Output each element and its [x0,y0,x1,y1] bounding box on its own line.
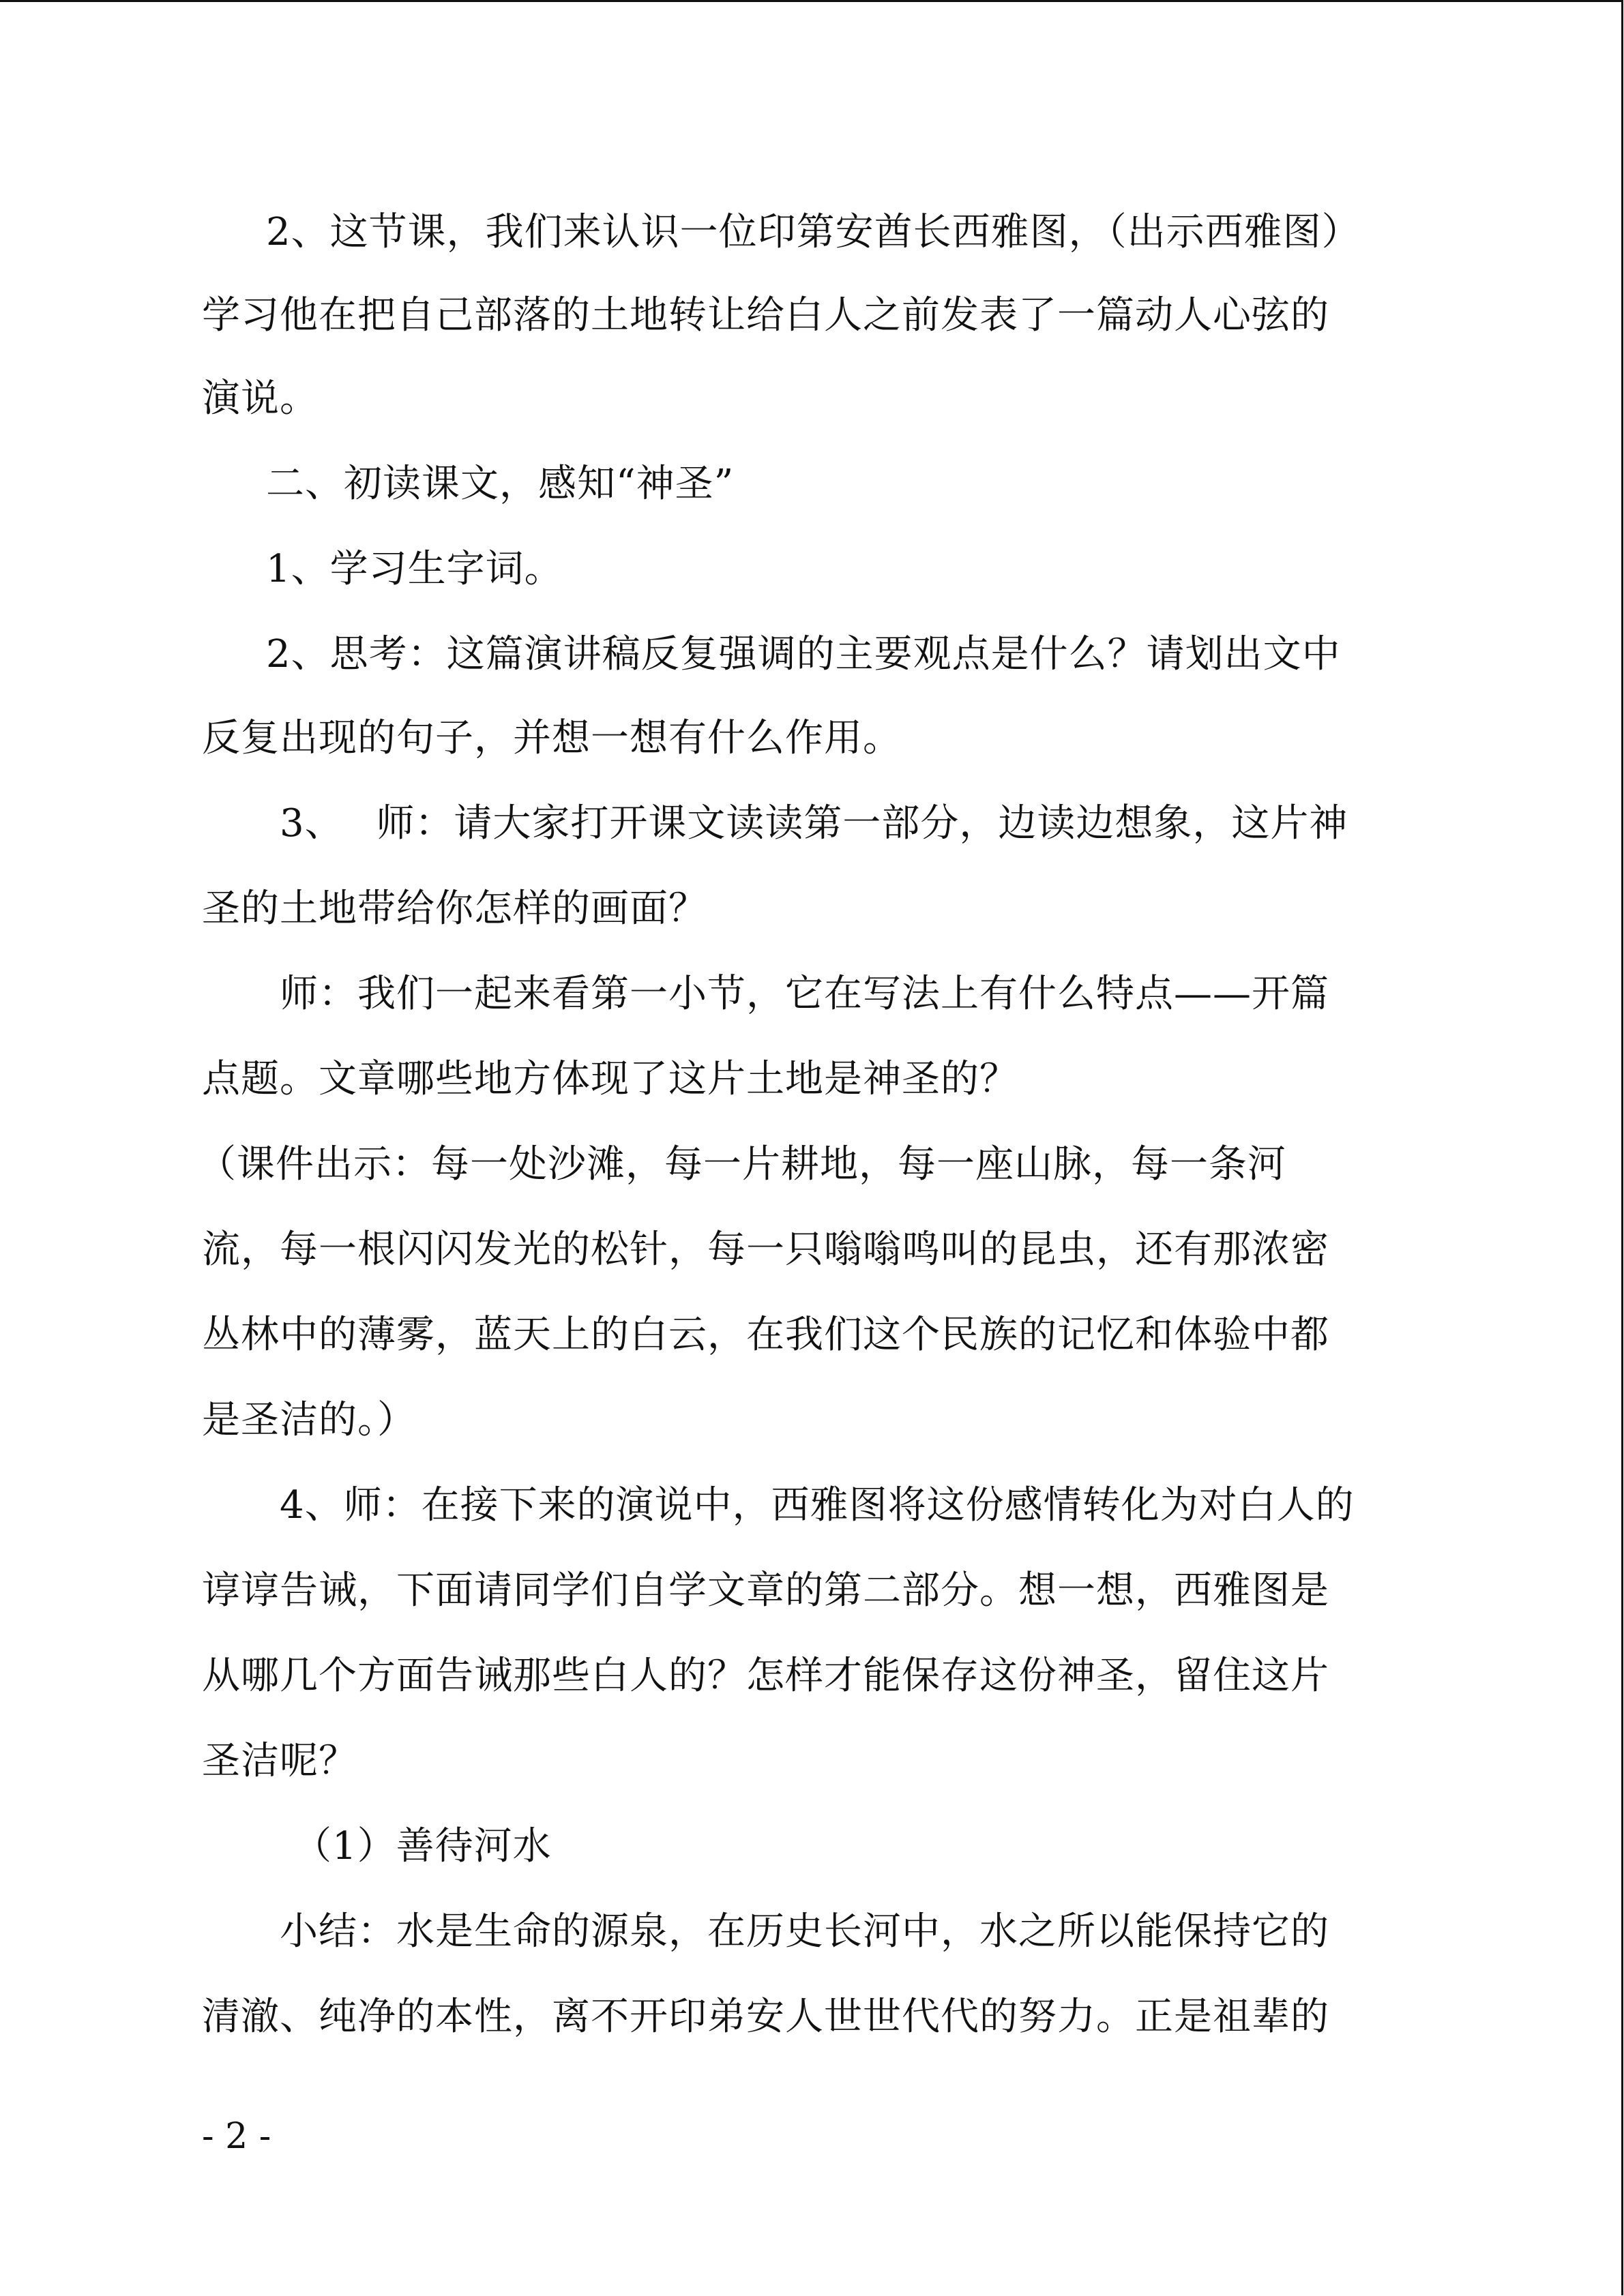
paragraph-line: 学习他在把自己部落的土地转让给白人之前发表了一篇动人心弦的 [202,293,1329,338]
paragraph-line: 丛林中的薄雾，蓝天上的白云，在我们这个民族的记忆和体验中都 [202,1313,1329,1357]
paragraph-line: 圣洁呢？ [202,1739,357,1783]
subsection-heading: （1）善待河水 [293,1824,552,1868]
section-heading: 二、初读课文，感知“神圣” [266,462,735,506]
page-number: - 2 - [202,2116,271,2157]
paragraph-line: 2、这节课，我们来认识一位印第安酋长西雅图，（出示西雅图） [266,210,1361,254]
paragraph-line: 是圣洁的。） [202,1398,416,1442]
paragraph-line: 流，每一根闪闪发光的松针，每一只嗡嗡鸣叫的昆虫，还有那浓密 [202,1227,1329,1272]
paragraph-line: 小结：水是生命的源泉，在历史长河中，水之所以能保持它的 [280,1909,1329,1954]
paragraph-line: 2、思考：这篇演讲稿反复强调的主要观点是什么？请划出文中 [266,632,1341,676]
paragraph-line: 清澈、纯净的本性，离不开印弟安人世世代代的努力。正是祖辈的 [202,1995,1329,2039]
paragraph-line: 点题。文章哪些地方体现了这片土地是神圣的？ [202,1057,1018,1101]
paragraph-line: 4、师：在接下来的演说中，西雅图将这份感情转化为对白人的 [280,1483,1355,1527]
paragraph-line: 反复出现的句子，并想一想有什么作用。 [202,716,902,760]
paragraph-line: 从哪几个方面告诫那些白人的？怎样才能保存这份神圣，留住这片 [202,1654,1329,1698]
paragraph-line: 演说。 [202,376,319,421]
paragraph-line: 谆谆告诫，下面请同学们自学文章的第二部分。想一想，西雅图是 [202,1568,1329,1613]
paragraph-line: （课件出示：每一处沙滩，每一片耕地，每一座山脉，每一条河 [198,1142,1286,1187]
paragraph-line: 3、 师：请大家打开课文读读第一部分，边读边想象，这片神 [280,801,1348,846]
paragraph-line: 圣的土地带给你怎样的画面？ [202,886,707,931]
paragraph-line: 1、学习生字词。 [266,547,563,591]
paragraph-line: 师：我们一起来看第一小节，它在写法上有什么特点——开篇 [280,972,1329,1016]
